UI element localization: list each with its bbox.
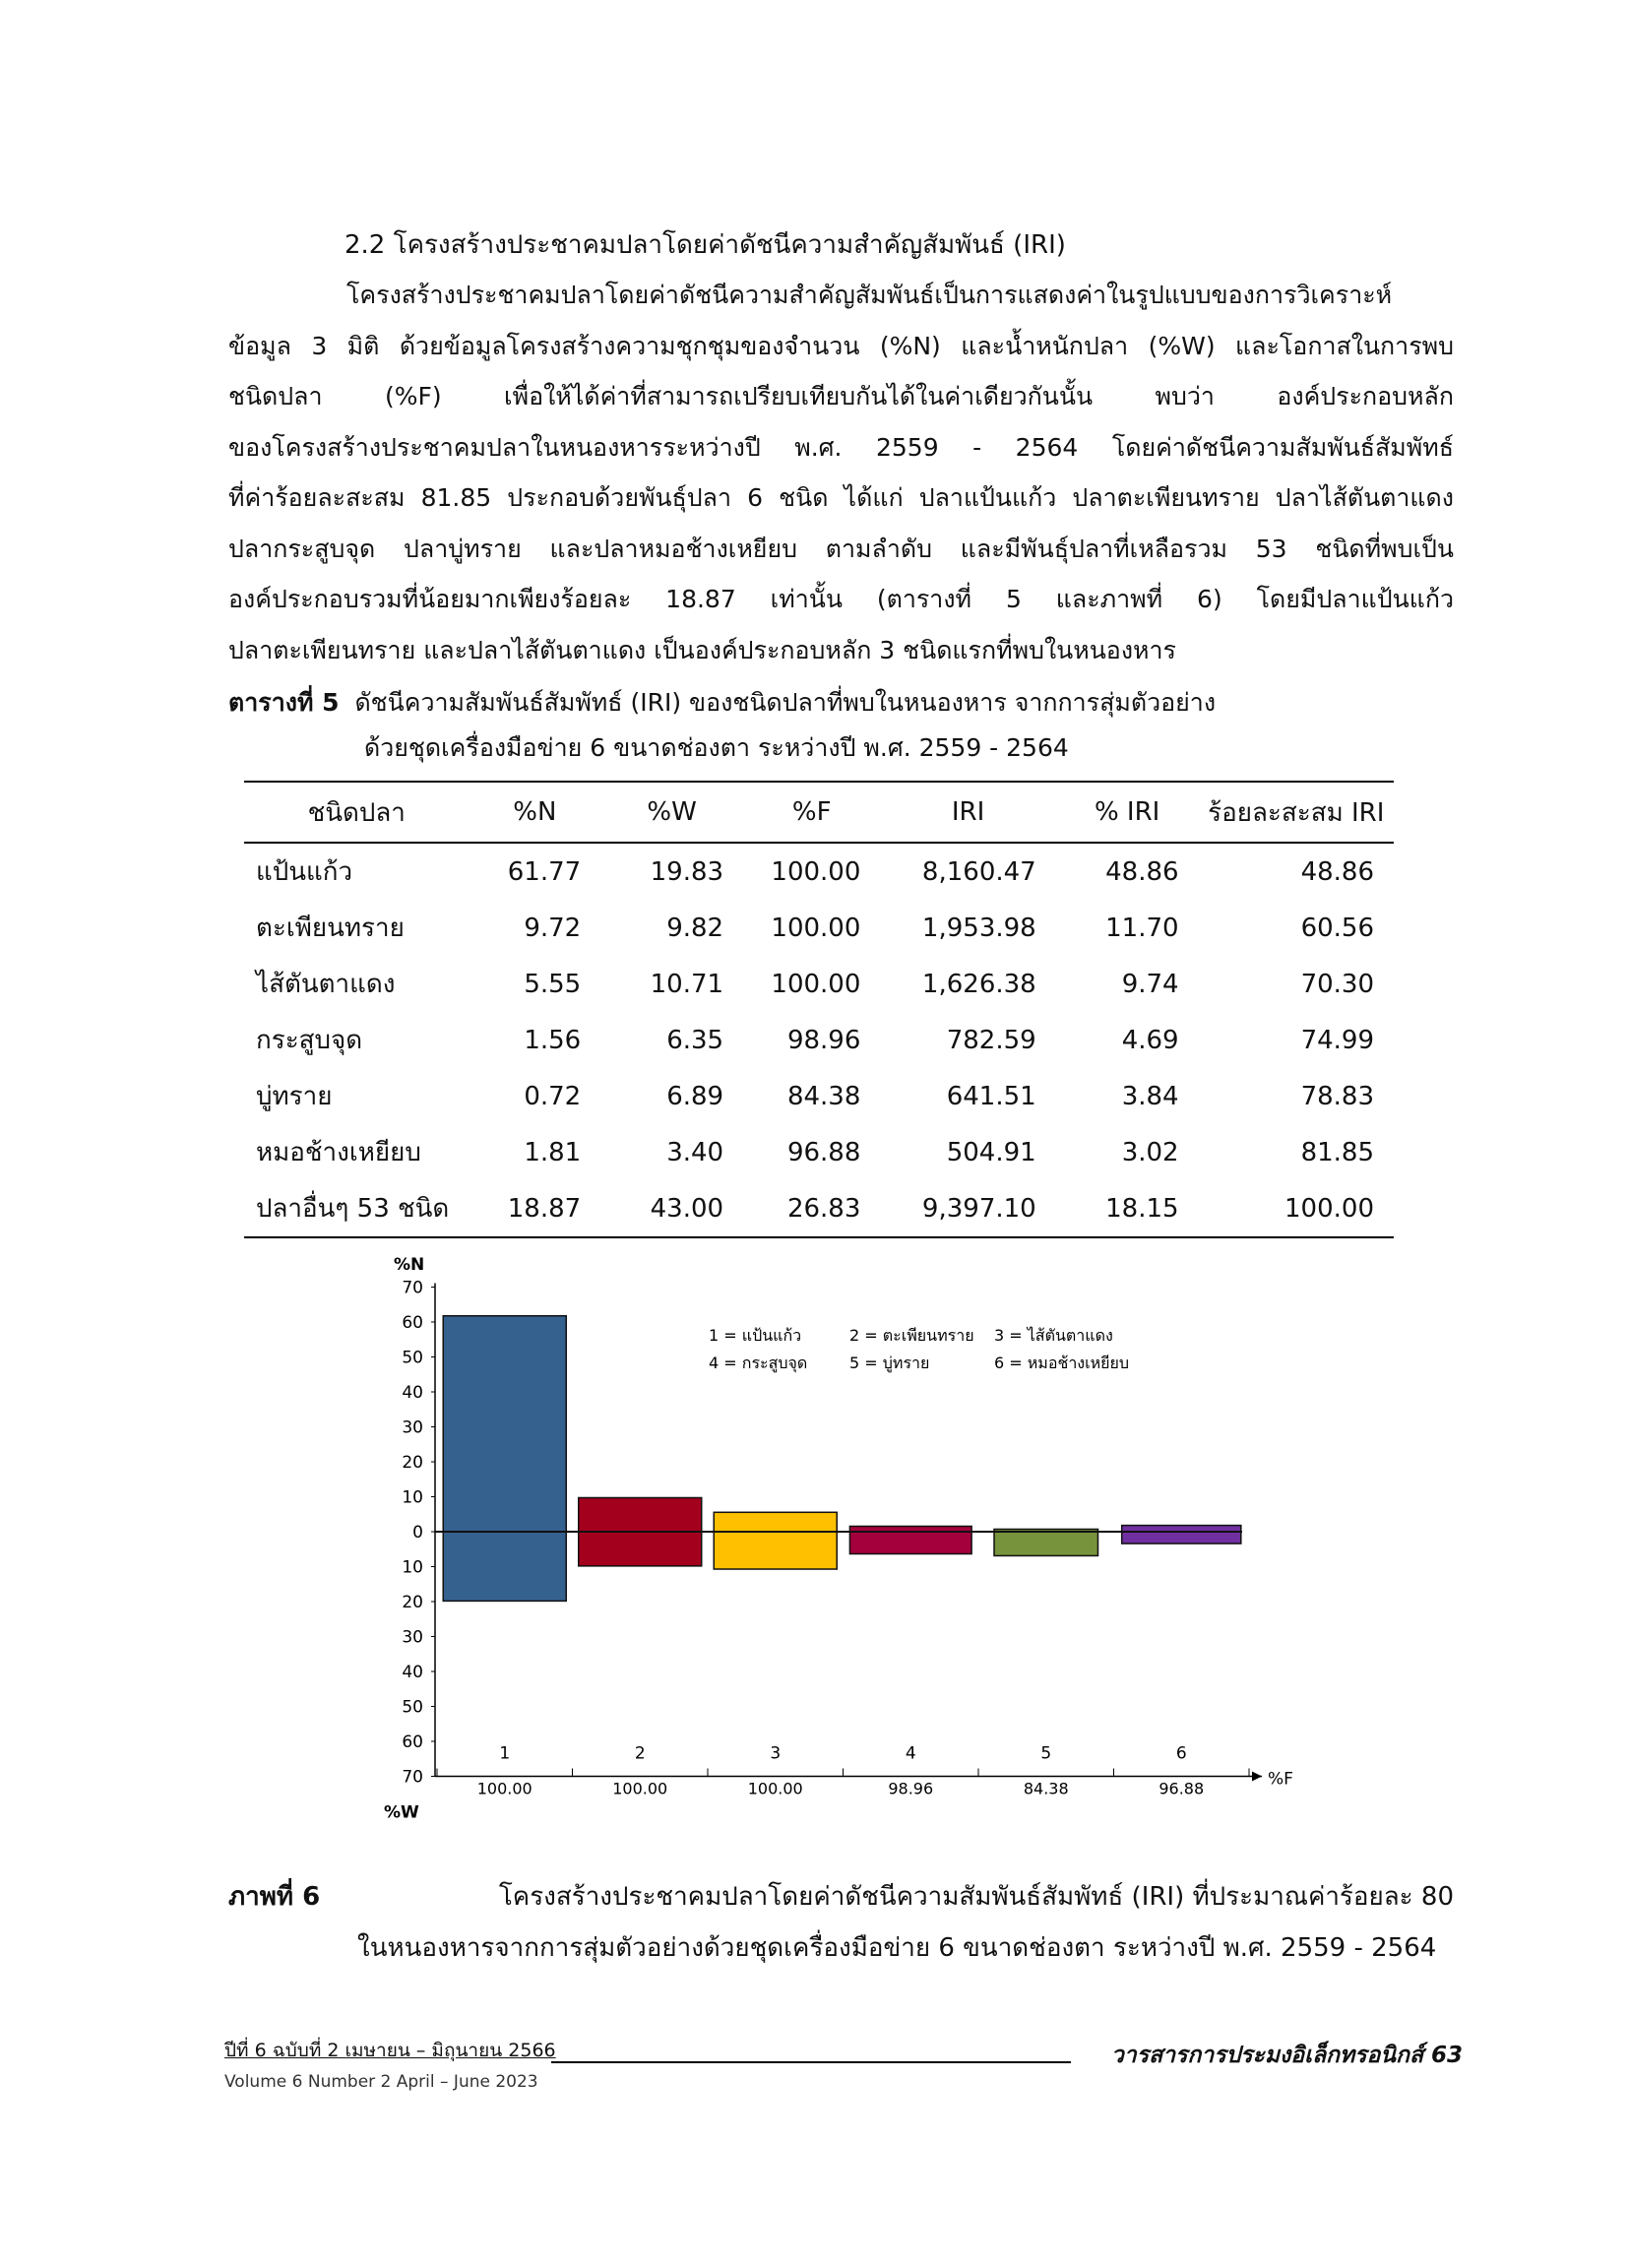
y-tick-label: 50: [402, 1348, 423, 1368]
table-cell: 81.85: [1300, 1137, 1374, 1167]
table-cell: 18.87: [469, 1180, 600, 1237]
table-row: [244, 1124, 1394, 1180]
y-tick-label: 20: [402, 1593, 423, 1612]
table-cell: 98.96: [786, 1025, 861, 1055]
legend-entry: 1 = แป้นแก้ว: [709, 1326, 802, 1345]
table-row: [244, 956, 1394, 1012]
section-paragraph: [228, 270, 1454, 675]
table-cell: 1.56: [524, 1025, 582, 1055]
iri-table: [244, 781, 1394, 1238]
table-cell: 1,626.38: [921, 969, 1036, 999]
x-axis-label: %F: [1268, 1769, 1293, 1790]
table-cell: 11.70: [1105, 913, 1179, 943]
f-value-label: 96.88: [1158, 1779, 1205, 1798]
table-cell: 18.15: [1056, 1180, 1199, 1237]
legend-entry: 2 = ตะเพียนทราย: [849, 1326, 974, 1345]
category-label: 4: [905, 1743, 916, 1764]
table-cell: 8,160.47: [921, 856, 1036, 887]
y-tick-label: 10: [402, 1487, 423, 1508]
column-header: %N: [469, 782, 600, 843]
table-cell: 782.59: [946, 1025, 1036, 1055]
fish-species-cell: แป้นแก้ว: [256, 857, 353, 887]
f-value-label: 100.00: [747, 1779, 803, 1798]
table-header-row: [244, 782, 1394, 843]
y-tick-label: 70: [402, 1278, 423, 1298]
table-cell: 78.83: [1300, 1081, 1374, 1111]
table-cell: 60.56: [1300, 913, 1374, 943]
legend-entry: 3 = ไส้ตันตาแดง: [994, 1326, 1113, 1345]
y-tick-label: 30: [402, 1418, 423, 1438]
y-tick-label: 20: [402, 1453, 423, 1473]
table-cell: 1,953.98: [921, 913, 1036, 943]
fish-species-cell: ปลาอื่นๆ 53 ชนิด: [244, 1180, 469, 1237]
table-cell: 10.71: [650, 969, 724, 999]
table-cell: 6.35: [666, 1025, 724, 1055]
table-cell: 0.72: [524, 1081, 582, 1111]
table-cell: 48.86: [1300, 856, 1374, 887]
table-row: [244, 843, 1394, 900]
table-cell: 6.89: [666, 1081, 724, 1111]
y-tick-label: 40: [402, 1663, 423, 1682]
x-axis-arrow: [1252, 1772, 1262, 1782]
legend-entry: 4 = กระสูบจุด: [709, 1354, 808, 1372]
table-body: [244, 843, 1394, 1237]
paragraph-line: องค์ประกอบรวมที่น้อยมากเพียงร้อยละ 18.87 เท่านั้น (ตารางที่ 5 และภาพที่ 6) โดยมีปลาแป้นแก้ว: [228, 585, 1454, 613]
table-cell: 100.00: [771, 856, 861, 887]
y-tick-label: 40: [402, 1383, 423, 1403]
column-header: %F: [743, 782, 880, 843]
table-row: [244, 900, 1394, 956]
f-value-label: 98.96: [888, 1779, 934, 1798]
table-cell: 70.30: [1300, 969, 1374, 999]
legend-entry: 6 = หมอช้างเหยียบ: [994, 1354, 1130, 1372]
bar-6: [1122, 1526, 1241, 1544]
column-header: %W: [600, 782, 743, 843]
table-cell: 9.82: [666, 913, 724, 943]
f-value-label: 100.00: [612, 1779, 668, 1798]
table-cell: 100.00: [1199, 1180, 1394, 1237]
column-header: IRI: [880, 782, 1055, 843]
footer-rule: [551, 2061, 1071, 2063]
table-cell: 43.00: [600, 1180, 743, 1237]
table-row: [244, 1180, 1394, 1237]
table-cell: 3.40: [666, 1137, 724, 1167]
paragraph-line: ของโครงสร้างประชาคมปลาในหนองหารระหว่างปี พ.ศ. 2559 - 2564 โดยค่าดัชนีความสัมพันธ์สัมพัทธ์: [228, 432, 1454, 462]
fish-species-cell: หมอช้างเหยียบ: [256, 1138, 421, 1167]
table-row: [244, 1068, 1394, 1124]
table-cell: 9.74: [1121, 969, 1179, 999]
bar-3: [714, 1512, 837, 1569]
table-cell: 3.02: [1121, 1137, 1179, 1167]
y-axis-label-top: %N: [394, 1255, 425, 1275]
table-row: [244, 1012, 1394, 1068]
f-value-label: 84.38: [1023, 1779, 1069, 1798]
category-label: 1: [499, 1743, 511, 1764]
fish-species-cell: บู่ทราย: [256, 1082, 333, 1111]
figure-caption-text: โครงสร้างประชาคมปลาโดยค่าดัชนีความสัมพันธ์สัมพัทธ์ (IRI) ที่ประมาณค่าร้อยละ 80: [498, 1882, 1454, 1912]
iri-chart: [364, 1248, 1293, 1851]
table-cell: 19.83: [650, 856, 724, 887]
table-caption-label: ตารางที่ 5: [228, 688, 340, 717]
figure-caption-line2: ในหนองหารจากการสุ่มตัวอย่างด้วยชุดเครื่องมือข่าย 6 ขนาดช่องตา ระหว่างปี พ.ศ. 2559 - 2564: [357, 1933, 1437, 1963]
y-tick-label: 60: [402, 1313, 423, 1333]
bar-4: [849, 1526, 971, 1553]
category-label: 2: [634, 1743, 646, 1764]
footer-issue-thai: ปีที่ 6 ฉบับที่ 2 เมษายน – มิถุนายน 2566: [224, 2040, 556, 2061]
table-cell: 9.72: [524, 913, 582, 943]
f-value-label: 100.00: [476, 1779, 532, 1798]
y-tick-label: 50: [402, 1697, 423, 1718]
y-tick-label: 30: [402, 1627, 423, 1648]
figure-caption-label: ภาพที่ 6: [228, 1882, 321, 1912]
category-label: 3: [770, 1743, 782, 1764]
table-cell: 61.77: [507, 856, 582, 887]
table-cell: 96.88: [786, 1137, 861, 1167]
paragraph-line: ชนิดปลา (%F) เพื่อให้ได้ค่าที่สามารถเปรียบเทียบกันได้ในค่าเดียวกันนั้น พบว่า องค์ประกอบหลัก: [228, 382, 1454, 410]
table-cell: 84.38: [786, 1081, 861, 1111]
footer-issue-english: Volume 6 Number 2 April – June 2023: [224, 2072, 538, 2092]
column-header: % IRI: [1056, 782, 1199, 843]
figure-caption: [228, 1876, 1454, 1917]
footer-journal-title: วารสารการประมงอิเล็กทรอนิกส์ 63: [1110, 2043, 1463, 2068]
table-cell: 26.83: [743, 1180, 880, 1237]
column-header: ร้อยละสะสม IRI: [1199, 782, 1394, 843]
table-cell: 1.81: [524, 1137, 582, 1167]
paragraph-line: ปลากระสูบจุด ปลาบู่ทราย และปลาหมอช้างเหยียบ ตามลำดับ และมีพันธุ์ปลาที่เหลือรวม 53 ชนิดที่พบเป็น: [228, 534, 1454, 563]
category-label: 6: [1175, 1743, 1187, 1764]
category-label: 5: [1040, 1743, 1052, 1764]
table-cell: 5.55: [524, 969, 582, 999]
table-cell: 100.00: [771, 969, 861, 999]
fish-species-cell: ไส้ตันตาแดง: [256, 970, 396, 999]
table-cell: 504.91: [946, 1137, 1036, 1167]
y-tick-label: 10: [402, 1557, 423, 1578]
paragraph-line: ที่ค่าร้อยละสะสม 81.85 ประกอบด้วยพันธุ์ปลา 6 ชนิด ได้แก่ ปลาแป้นแก้ว ปลาตะเพียนทราย ปลาไส้ตันตาแดง: [228, 483, 1454, 512]
bar-5: [994, 1529, 1097, 1555]
y-tick-label: 70: [402, 1767, 423, 1788]
table-caption: [228, 683, 1216, 723]
table-cell: 100.00: [771, 913, 861, 943]
column-header: ชนิดปลา: [244, 782, 469, 843]
legend-entry: 5 = บู่ทราย: [849, 1354, 930, 1372]
y-tick-label: 0: [412, 1523, 423, 1543]
paragraph-line: โครงสร้างประชาคมปลาโดยค่าดัชนีความสำคัญสัมพันธ์เป็นการแสดงค่าในรูปแบบของการวิเคราะห์: [346, 281, 1393, 309]
table-cell: 9,397.10: [880, 1180, 1055, 1237]
y-axis-label-bottom: %W: [384, 1802, 419, 1823]
paragraph-line: ข้อมูล 3 มิติ ด้วยข้อมูลโครงสร้างความชุกชุมของจำนวน (%N) และน้ำหนักปลา (%W) และโอกาสในการพบ: [228, 331, 1454, 360]
table-cell: 3.84: [1121, 1081, 1179, 1111]
table-caption-line2: ด้วยชุดเครื่องมือข่าย 6 ขนาดช่องตา ระหว่างปี พ.ศ. 2559 - 2564: [364, 733, 1069, 762]
section-heading: 2.2 โครงสร้างประชาคมปลาโดยค่าดัชนีความสำคัญสัมพันธ์ (IRI): [344, 230, 1066, 260]
paragraph-line: ปลาตะเพียนทราย และปลาไส้ตันตาแดง เป็นองค์ประกอบหลัก 3 ชนิดแรกที่พบในหนองหาร: [228, 635, 1176, 664]
table-caption-text: ดัชนีความสัมพันธ์สัมพัทธ์ (IRI) ของชนิดปลาที่พบในหนองหาร จากการสุ่มตัวอย่าง: [354, 688, 1217, 717]
fish-species-cell: กระสูบจุด: [256, 1026, 363, 1055]
table-cell: 48.86: [1105, 856, 1179, 887]
fish-species-cell: ตะเพียนทราย: [256, 914, 405, 943]
y-tick-label: 60: [402, 1732, 423, 1752]
table-cell: 641.51: [946, 1081, 1036, 1111]
table-cell: 74.99: [1300, 1025, 1374, 1055]
bar-1: [443, 1316, 566, 1602]
table-cell: 4.69: [1121, 1025, 1179, 1055]
